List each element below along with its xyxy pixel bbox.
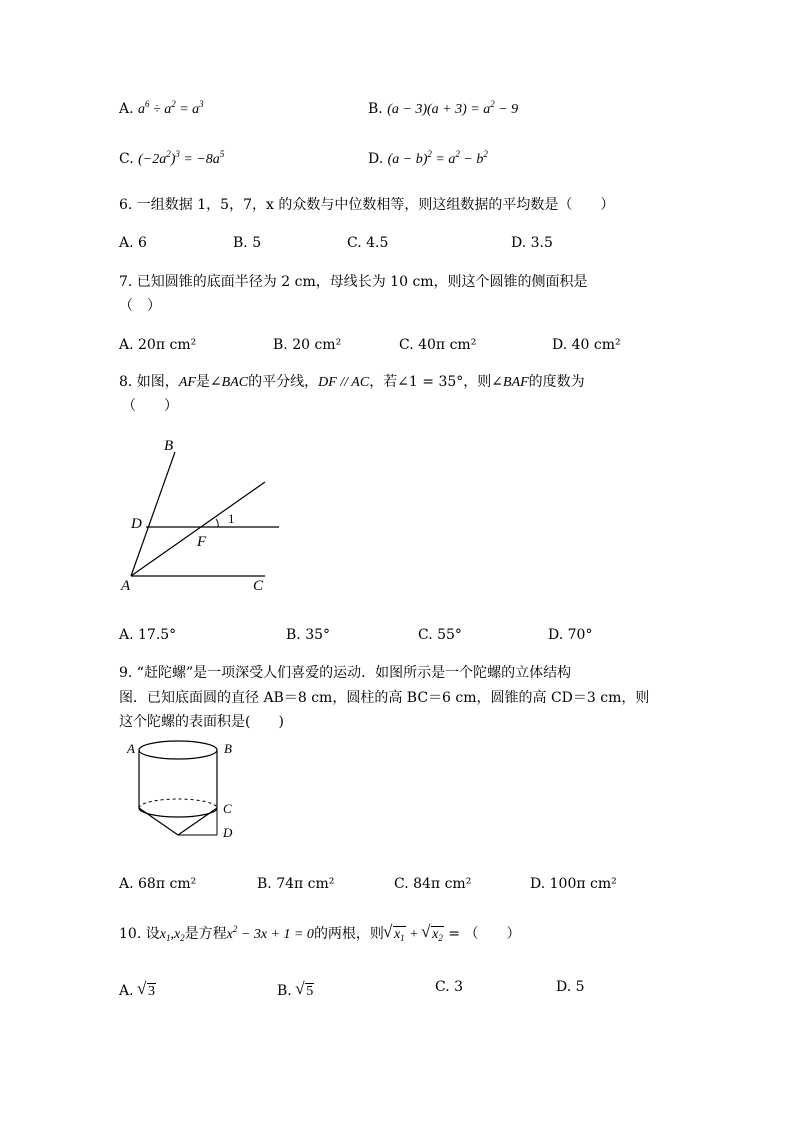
q6-option-a[interactable]: A. 6 bbox=[119, 235, 147, 251]
angle-1-label: 1 bbox=[228, 511, 235, 526]
point-b-label: B bbox=[224, 741, 232, 756]
bottom-ellipse-back bbox=[139, 799, 217, 808]
cone-left-edge bbox=[139, 808, 178, 835]
q5-option-a-formula: $a^6 \div a^2 = a^3$ bbox=[138, 99, 204, 117]
q5-option-c[interactable]: C. $(-2a^2)^3 = -8a^5$ bbox=[119, 149, 225, 167]
q9-stem-line2: 图．已知底面圆的直径 AB＝8 cm，圆柱的高 BC＝6 cm，圆锥的高 CD＝3 cm，则 bbox=[119, 690, 650, 706]
q10-equation: $x^2 - 3x + 1 = 0$ bbox=[226, 924, 314, 942]
q10-option-a[interactable]: A. √ 3 bbox=[119, 982, 156, 1001]
q5-option-a[interactable]: A. $a^6 \div a^2 = a^3$ bbox=[119, 99, 204, 117]
q7-option-c[interactable]: C. 40π cm² bbox=[399, 337, 477, 353]
q10-option-b[interactable]: B. √ 5 bbox=[277, 982, 314, 1001]
q6-option-b[interactable]: B. 5 bbox=[233, 235, 262, 251]
q9-stem-line1: 9. “赶陀螺”是一项深受人们喜爱的运动．如图所示是一个陀螺的立体结构 bbox=[119, 665, 572, 681]
q8-option-d[interactable]: D. 70° bbox=[548, 627, 593, 643]
q10-option-d[interactable]: D. 5 bbox=[556, 979, 585, 995]
q5-option-d-formula: $(a - b)^2 = a^2 - b^2$ bbox=[387, 149, 488, 167]
q5-option-b-formula: $(a - 3)(a + 3) = a^2 - 9$ bbox=[387, 99, 519, 117]
q8-stem: 8. 如图，AF是∠BAC的平分线，DF // AC，若∠1 = 35°，则∠BAF的度数为 bbox=[119, 374, 585, 390]
q7-option-b[interactable]: B. 20 cm² bbox=[273, 337, 342, 353]
q10-stem: 10. 设$x_1,x_2$是方程$x^2 - 3x + 1 = 0$的两根，则√ $x_1$ + √ $x_2$ = （ ） bbox=[119, 925, 520, 944]
q9-option-d[interactable]: D. 100π cm² bbox=[530, 876, 617, 892]
point-a-label: A bbox=[121, 578, 131, 594]
cone-right-edge bbox=[178, 808, 217, 835]
q8-option-a[interactable]: A. 17.5° bbox=[119, 627, 177, 643]
q9-option-c[interactable]: C. 84π cm² bbox=[394, 876, 472, 892]
point-b-label: B bbox=[164, 438, 174, 454]
top-ellipse bbox=[139, 741, 217, 759]
q10-option-a-radical: √ 3 bbox=[138, 983, 156, 1001]
q6-option-c[interactable]: C. 4.5 bbox=[347, 235, 389, 251]
q10-option-b-radical: √ 5 bbox=[296, 983, 314, 1001]
point-f-label: F bbox=[197, 534, 207, 550]
q6-option-d[interactable]: D. 3.5 bbox=[511, 235, 553, 251]
point-c-label: C bbox=[253, 578, 264, 594]
q7-answer-paren: （ ） bbox=[119, 298, 161, 314]
q6-stem: 6. 一组数据 1，5，7，x 的众数与中位数相等，则这组数据的平均数是（ ） bbox=[119, 197, 615, 213]
q7-option-d[interactable]: D. 40 cm² bbox=[552, 337, 621, 353]
q9-stem-line3: 这个陀螺的表面积是( ) bbox=[119, 714, 284, 730]
q8-option-c[interactable]: C. 55° bbox=[418, 627, 462, 643]
q8-option-b[interactable]: B. 35° bbox=[286, 627, 331, 643]
point-d-label: D bbox=[131, 516, 142, 532]
q10-roots: $x_1,x_2$ bbox=[159, 927, 185, 943]
q9-option-b[interactable]: B. 74π cm² bbox=[257, 876, 335, 892]
q5-option-c-formula: $(-2a^2)^3 = -8a^5$ bbox=[138, 149, 225, 167]
q5-option-d[interactable]: D. $(a - b)^2 = a^2 - b^2$ bbox=[368, 149, 488, 167]
q7-option-a[interactable]: A. 20π cm² bbox=[119, 337, 197, 353]
point-c-label: C bbox=[223, 801, 232, 816]
q9-option-a[interactable]: A. 68π cm² bbox=[119, 876, 197, 892]
point-a-label: A bbox=[127, 741, 135, 756]
q7-stem: 7. 已知圆锥的底面半径为 2 cm，母线长为 10 cm，则这个圆锥的侧面积是 bbox=[119, 274, 588, 290]
q8-answer-paren: （ ） bbox=[122, 398, 178, 414]
q10-expression: √ $x_1$ + √ $x_2$ bbox=[384, 927, 444, 942]
q10-option-c[interactable]: C. 3 bbox=[435, 979, 464, 995]
point-d-label: D bbox=[223, 825, 233, 840]
q5-option-b[interactable]: B. $(a - 3)(a + 3) = a^2 - 9$ bbox=[368, 99, 519, 117]
